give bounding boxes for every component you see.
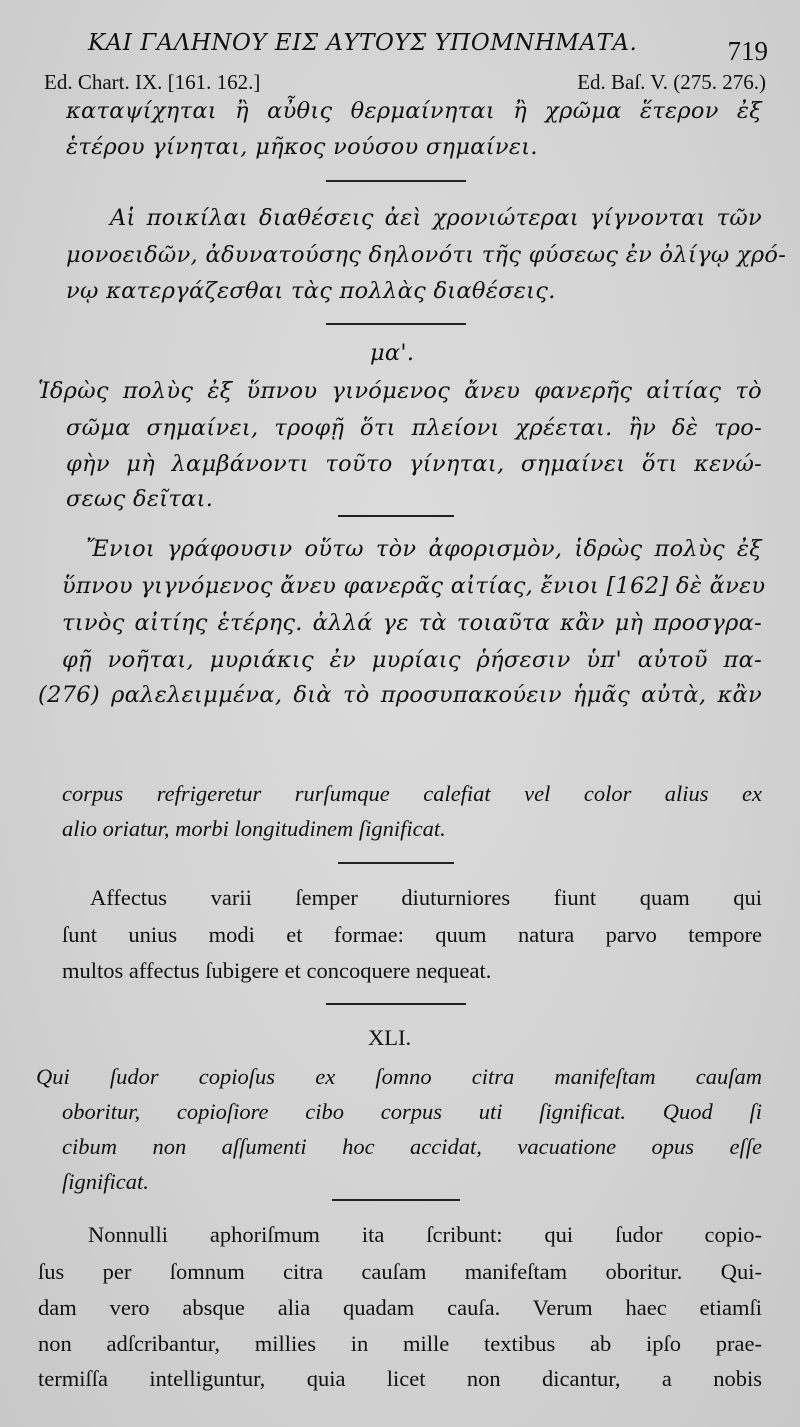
latin-line: Affectus varii ſemper diuturniores fiunt quam qui xyxy=(90,885,762,910)
latin-line: ſunt unius modi et formae: quum natura parvo tempore xyxy=(62,922,762,947)
latin-line: termiſſa intelliguntur, quia licet non dicantur, a nobis xyxy=(38,1366,762,1391)
latin-line: Qui ſudor copioſus ex ſomno citra manifeſtam cauſam xyxy=(36,1064,762,1089)
latin-line: multos affectus ſubigere et concoquere nequeat. xyxy=(62,958,492,983)
latin-line: dam vero absque alia quadam cauſa. Verum haec etiamſi xyxy=(38,1295,762,1320)
edition-chart: Ed. Chart. IX. [161. 162.] xyxy=(44,70,261,94)
divider-rule xyxy=(326,323,466,325)
edition-basel: Ed. Baſ. V. (275. 276.) xyxy=(577,70,766,94)
latin-line: non adſcribantur, millies in mille textibus ab ipſo prae- xyxy=(38,1331,762,1356)
greek-line: Αἱ ποικίλαι διαθέσεις ἀεὶ χρονιώτεραι γίγνονται τῶν xyxy=(110,205,762,231)
greek-line: σῶμα σημαίνει, τροφῇ ὅτι πλείονι χρέεται. ἢν δὲ τρο- xyxy=(66,415,762,441)
greek-line: τινὸς αἰτίης ἑτέρης. ἀλλά γε τὰ τοιαῦτα κἂν μὴ προσγρα- xyxy=(62,610,762,636)
running-head-title: ΚΑΙ ΓΑΛΗΝΟΥ ΕΙΣ ΑΥΤΟΥΣ ΥΠΟΜΝΗΜΑΤΑ. xyxy=(88,30,638,56)
divider-rule xyxy=(326,1003,466,1005)
latin-section-number: XLI. xyxy=(368,1025,412,1050)
latin-line: Nonnulli aphoriſmum ita ſcribunt: qui ſudor copio- xyxy=(88,1222,762,1247)
divider-rule xyxy=(338,515,454,517)
greek-line: σεως δεῖται. xyxy=(66,486,214,512)
latin-line: alio oriatur, morbi longitudinem ſignificat. xyxy=(62,816,446,841)
latin-line: cibum non aſſumenti hoc accidat, vacuatione opus eſſe xyxy=(62,1134,762,1159)
greek-section-number: μα'. xyxy=(370,340,415,366)
greek-line: Ἱδρὼς πολὺς ἐξ ὕπνου γινόμενος ἄνευ φανερῆς αἰτίας τὸ xyxy=(38,378,762,404)
divider-rule xyxy=(338,862,454,864)
latin-line: oboritur, copioſiore cibo corpus uti ſignificat. Quod ſi xyxy=(62,1099,762,1124)
page-number: 719 xyxy=(727,36,768,66)
latin-line: ſignificat. xyxy=(62,1169,149,1194)
greek-line: νῳ κατεργάζεσθαι τὰς πολλὰς διαθέσεις. xyxy=(66,278,556,304)
greek-line: Ἔνιοι γράφουσιν οὕτω τὸν ἀφορισμὸν, ἱδρὼς πολὺς ἐξ xyxy=(86,536,762,562)
divider-rule xyxy=(332,1199,460,1201)
greek-line: ἑτέρου γίνηται, μῆκος νούσου σημαίνει. xyxy=(66,134,538,160)
greek-line: (276) ραλελειμμένα, διὰ τὸ προσυπακούειν ἡμᾶς αὐτὰ, κἂν xyxy=(38,682,762,708)
latin-line: corpus refrigeretur rurſumque calefiat vel color alius ex xyxy=(62,781,762,806)
greek-line: φῇ νοῆται, μυριάκις ἐν μυρίαις ῥήσεσιν ὑπ' αὐτοῦ πα- xyxy=(62,647,762,673)
latin-line: ſus per ſomnum citra cauſam manifeſtam oboritur. Qui- xyxy=(38,1259,762,1284)
divider-rule xyxy=(326,180,466,182)
greek-line: φὴν μὴ λαμβάνοντι τοῦτο γίνηται, σημαίνει ὅτι κενώ- xyxy=(66,451,762,477)
greek-line: μονοειδῶν, ἀδυνατούσης δηλονότι τῆς φύσεως ἐν ὀλίγῳ χρό- xyxy=(66,242,787,268)
greek-line: καταψίχηται ἢ αὖθις θερμαίνηται ἢ χρῶμα ἕτερον ἐξ xyxy=(66,98,762,124)
greek-line: ὕπνου γιγνόμενος ἄνευ φανερᾶς αἰτίας, ἔνιοι [162] δὲ ἄνευ xyxy=(62,573,766,599)
